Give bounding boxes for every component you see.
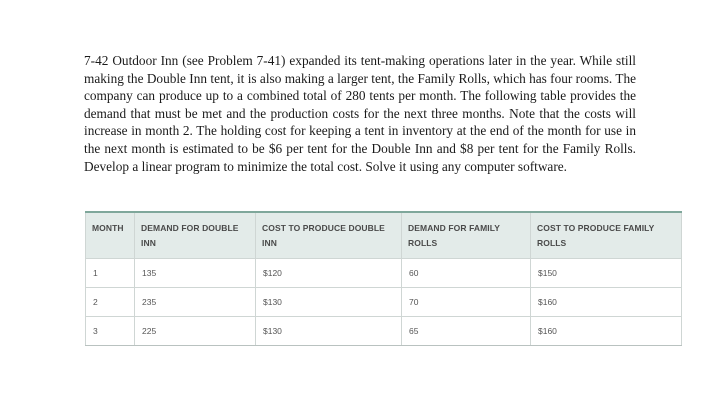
demand-cost-table: [85, 211, 682, 346]
cell-cost-double-inn: $120: [256, 258, 402, 287]
cell-demand-family-rolls: 65: [402, 316, 531, 345]
cell-demand-family-rolls: 60: [402, 258, 531, 287]
cell-demand-double-inn: 135: [135, 258, 256, 287]
header-cost-double-inn: COST TO PRODUCE DOUBLE INN: [256, 212, 402, 258]
cell-cost-family-rolls: $160: [531, 287, 682, 316]
header-cost-family-rolls: COST TO PRODUCE FAMILY ROLLS: [531, 212, 682, 258]
cell-month: 3: [86, 316, 135, 345]
table-row: [86, 258, 682, 287]
problem-statement: 7-42 Outdoor Inn (see Problem 7-41) expanded its tent-making operations later in the year. While still making the Double Inn tent, it is also making a larger tent, the Family Rolls, which has four rooms. The company can produce up to a combined total of 280 tents per month. The following table provides the demand that must be met and the production costs for the next three months. Note that the costs will increase in month 2. The holding cost for keeping a tent in inventory at the end of the month for use in the next month is estimated to be $6 per tent for the Double Inn and $8 per tent for the Family Rolls. Develop a linear program to minimize the total cost. Solve it using any computer software.: [84, 53, 636, 174]
cell-demand-double-inn: 235: [135, 287, 256, 316]
header-demand-double-inn: DEMAND FOR DOUBLE INN: [135, 212, 256, 258]
table-header-row: [86, 212, 682, 258]
table-row: [86, 287, 682, 316]
cell-month: 1: [86, 258, 135, 287]
header-demand-family-rolls: DEMAND FOR FAMILY ROLLS: [402, 212, 531, 258]
cell-cost-family-rolls: $150: [531, 258, 682, 287]
table-row: [86, 316, 682, 345]
cell-cost-double-inn: $130: [256, 287, 402, 316]
cell-cost-double-inn: $130: [256, 316, 402, 345]
cell-cost-family-rolls: $160: [531, 316, 682, 345]
cell-demand-family-rolls: 70: [402, 287, 531, 316]
cell-demand-double-inn: 225: [135, 316, 256, 345]
cell-month: 2: [86, 287, 135, 316]
header-month: MONTH: [86, 212, 135, 258]
